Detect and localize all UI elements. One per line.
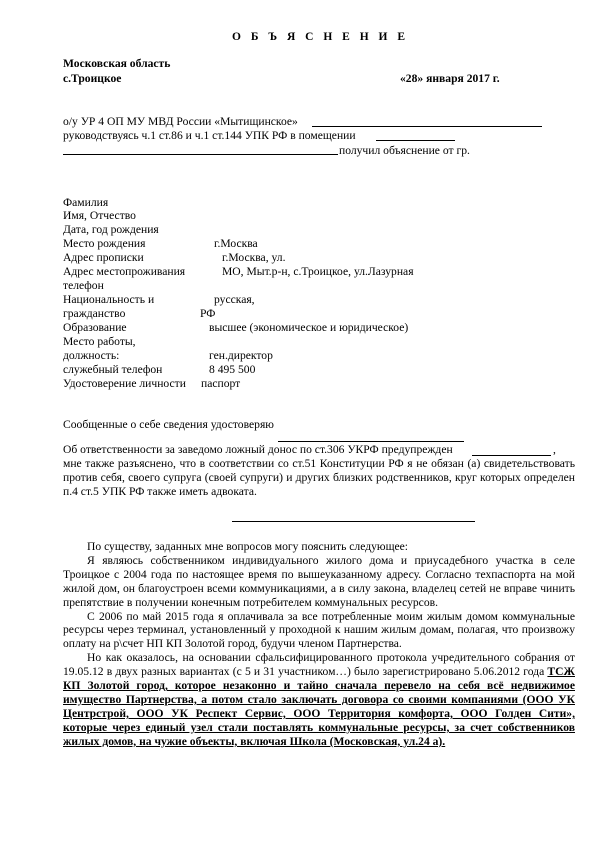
date: «28» января 2017 г. xyxy=(400,72,500,85)
position-value: ген.директор xyxy=(209,349,273,362)
dob-label: Дата, год рождения xyxy=(63,223,159,236)
blank-line xyxy=(312,126,542,127)
body-paragraph-3-plain: Но как оказалось, на основании сфальсифицированного протокола учредительного собрания от 19.05.12 в двух разных вариантах (с 5 и 31 участником…) было зарегистрировано 5.06.2012 года xyxy=(63,651,575,679)
citizenship-label: гражданство xyxy=(63,307,126,320)
phone-label: телефон xyxy=(63,279,104,292)
warning-text: мне также разъяснено, что в соответствии со ст.51 Конституции РФ я не обязан (а) свидетельствовать против себя, своего супруга (своей супруги) и других близких родственников, круг которых определен п.4 ст.5 УПК РФ также иметь адвоката. xyxy=(63,457,575,498)
region: Московская область xyxy=(63,57,171,70)
intro-line-3: получил объяснение от гр. xyxy=(339,144,470,157)
signature-line xyxy=(278,441,464,442)
id-value: паспорт xyxy=(201,377,241,390)
work-phone-value: 8 495 500 xyxy=(209,363,256,376)
explanation-body xyxy=(63,540,575,749)
workplace-label: Место работы, xyxy=(63,335,136,348)
position-label: должность: xyxy=(63,349,120,362)
registration-value: г.Москва, ул. xyxy=(222,251,286,264)
body-paragraph-1: Я являюсь собственником индивидуального жилого дома и приусадебного участка в селе Троицкое с 2004 года по настоящее время по вышеуказанному адресу. Согласно техпаспорта на мой жилой дом, он благоустроен всеми коммуникациями, а в силу закона, владелец сетей не вправе чинить препятствие в получении конечным потребителем коммунальных ресурсов. xyxy=(63,553,575,609)
work-phone-label: служебный телефон xyxy=(63,363,163,376)
body-paragraph-3 xyxy=(63,651,575,748)
residence-value: МО, Мыт.р-н, с.Троицкое, ул.Лазурная xyxy=(222,265,414,278)
education-label: Образование xyxy=(63,321,127,334)
comma: , xyxy=(553,443,556,456)
certify-text: Сообщенные о себе сведения удостоверяю xyxy=(63,418,274,431)
nationality-value: русская, xyxy=(214,293,255,306)
residence-label: Адрес местопроживания xyxy=(63,265,186,278)
intro-line-2: руководствуясь ч.1 ст.86 и ч.1 ст.144 УПК РФ в помещении xyxy=(63,129,356,142)
surname-label: Фамилия xyxy=(63,196,109,209)
intro-line-1: о/у УР 4 ОП МУ МВД России «Мытищинское» xyxy=(63,115,298,128)
blank-line xyxy=(472,455,551,456)
education-value: высшее (экономическое и юридическое) xyxy=(209,321,409,334)
birthplace-value: г.Москва xyxy=(214,237,258,250)
body-paragraph-0: По существу, заданных мне вопросов могу пояснить следующее: xyxy=(87,540,409,553)
registration-label: Адрес прописки xyxy=(63,251,144,264)
birthplace-label: Место рождения xyxy=(63,237,146,250)
divider-line xyxy=(232,521,475,522)
body-paragraph-2: С 2006 по май 2015 года я оплачивала за все потребленные моим жилым домом коммунальные ресурсы через терминал, установленный у проходной к нашим жилым домам, полагая, что произвожу оплату на р\счет НП КП Золотой город, будучи членом Партнерства. xyxy=(63,609,575,651)
blank-line xyxy=(376,140,455,141)
warning-line-1: Об ответственности за заведомо ложный донос по ст.306 УКРФ предупрежден xyxy=(63,443,453,456)
city: с.Троицкое xyxy=(63,72,122,85)
nationality-label: Национальность и xyxy=(63,293,155,306)
blank-line xyxy=(63,154,338,155)
citizenship-value: РФ xyxy=(200,307,216,320)
body-paragraph-3-bold: ТСЖ КП Золотой город, которое незаконно и тайно сначала перевело на себя всё недвижимое имущество Партнерства, а потом стало заключать договора со своими компаниями (ООО УК Центрстрой, ООО УК Респект Сервис, ООО Территория комфорта, ООО Голден Сити», которые через единый узел стали поставлять коммунальные ресурсы, за счет собственников жилых домов, на чужие объекты, включая Школа (Московская, ул.24 а). xyxy=(63,665,575,748)
id-label: Удостоверение личности xyxy=(63,377,186,390)
name-label: Имя, Отчество xyxy=(63,209,136,222)
document-title: О Б Ъ Я С Н Е Н И Е xyxy=(232,31,409,43)
